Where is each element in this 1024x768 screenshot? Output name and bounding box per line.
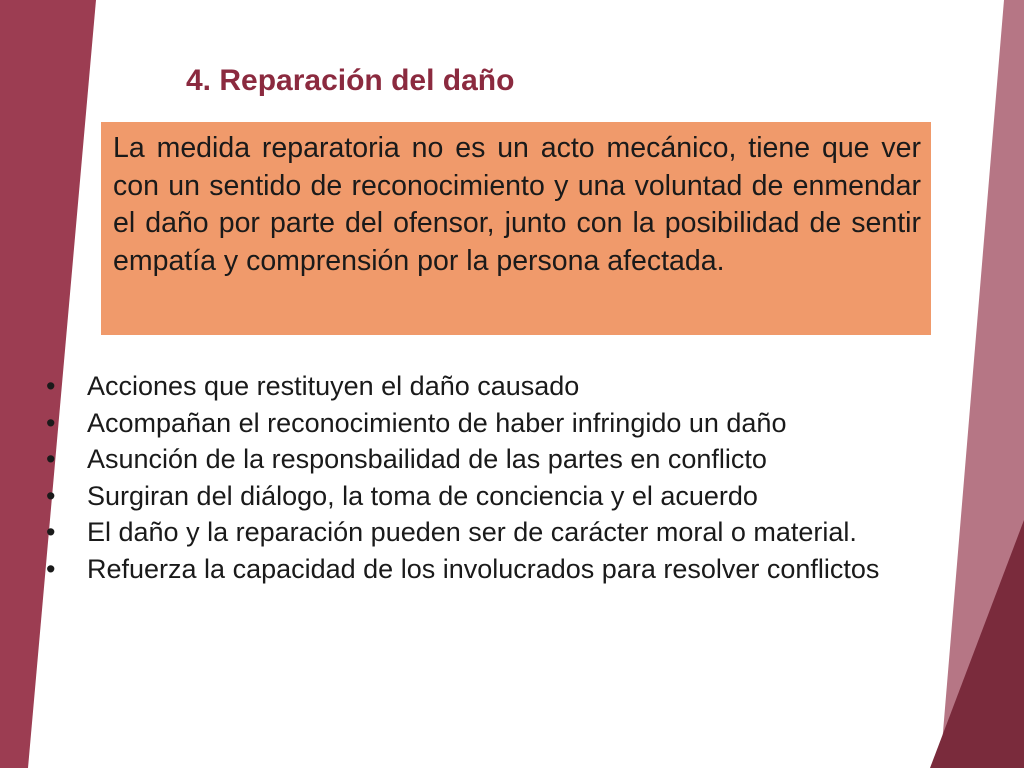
bullet-dot: • xyxy=(46,371,56,401)
bullet-item xyxy=(40,441,922,478)
definition-callout xyxy=(101,122,931,335)
slide-title: 4. Reparación del daño xyxy=(186,64,515,97)
callout-text: La medida reparatoria no es un acto mecánico, tiene que ver con un sentido de reconocimiento y una voluntad de enmendar el daño por parte del ofensor, junto con la posibilidad de sentir empatía y comprensión por la persona afectada. xyxy=(113,132,921,277)
bullet-item xyxy=(40,551,922,588)
bullet-dot: • xyxy=(46,407,56,438)
bullet-text: Asunción de la responsbailidad de las partes en conflicto xyxy=(87,444,767,474)
bullet-text: El daño y la reparación pueden ser de carácter moral o material. xyxy=(87,517,857,547)
bullet-list xyxy=(40,368,922,587)
bullet-item xyxy=(40,368,922,405)
bullet-item xyxy=(40,405,922,442)
bullet-text: Acciones que restituyen el daño causado xyxy=(87,371,580,401)
bullet-text: Surgiran del diálogo, la toma de conciencia y el acuerdo xyxy=(87,480,758,511)
bullet-dot: • xyxy=(46,553,56,584)
bullet-item xyxy=(40,514,922,551)
bullet-dot: • xyxy=(46,480,56,511)
bullet-text: Acompañan el reconocimiento de haber infringido un daño xyxy=(87,407,787,438)
bullet-item xyxy=(40,478,922,515)
bullet-text: Refuerza la capacidad de los involucrados para resolver conflictos xyxy=(87,553,880,584)
bullet-dot: • xyxy=(46,444,56,474)
bullet-dot: • xyxy=(46,517,56,547)
